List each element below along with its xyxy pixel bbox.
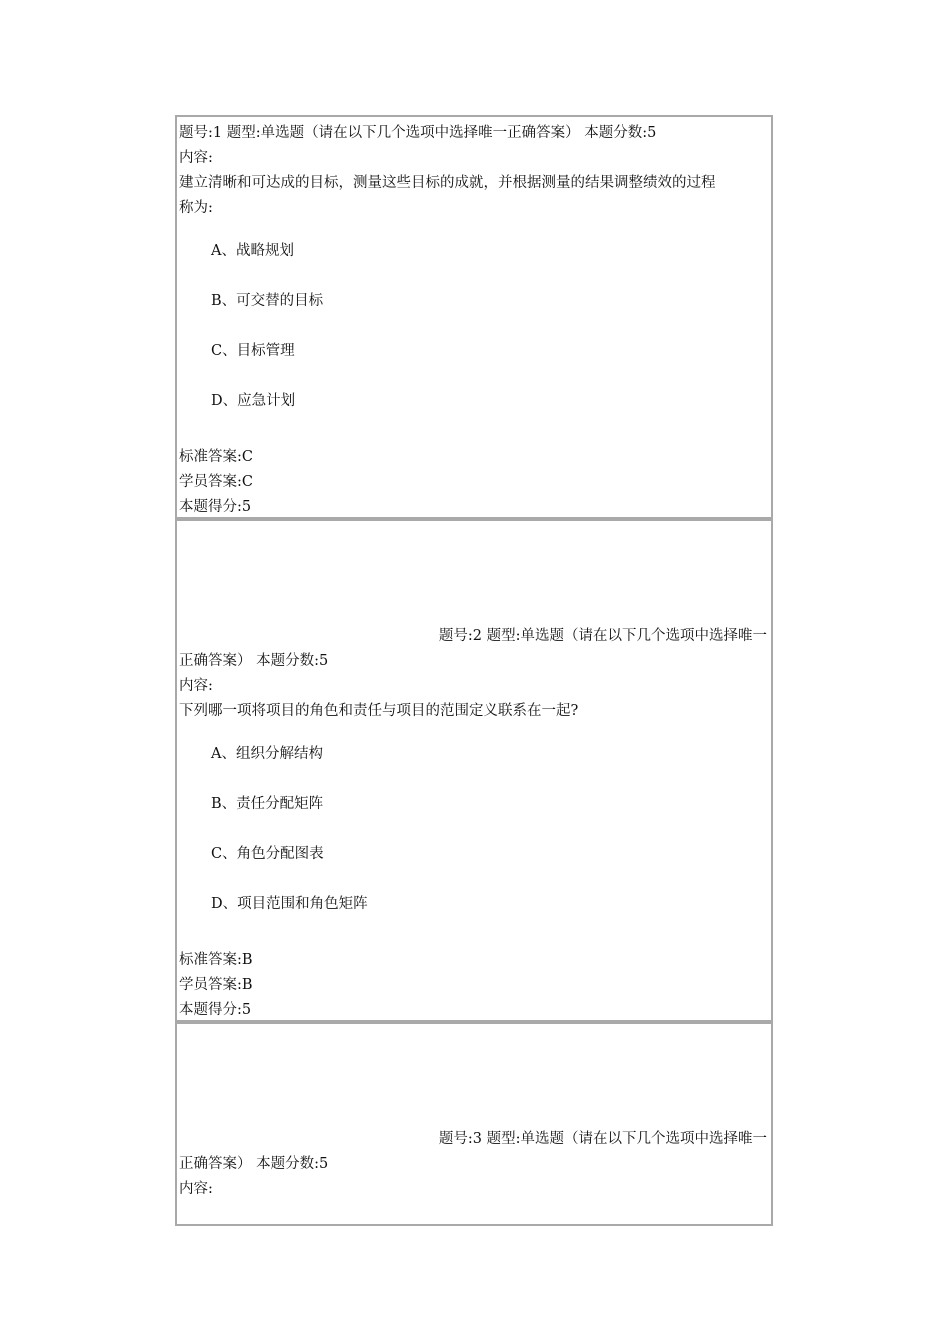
question-stem: 建立清晰和可达成的目标，测量这些目标的成就，并根据测量的结果调整绩效的过程 xyxy=(179,175,716,191)
question-card-1 xyxy=(175,115,773,519)
student-answer: 学员答案:B xyxy=(179,977,253,993)
question-card-3 xyxy=(175,1022,773,1226)
option-b: B、可交替的目标 xyxy=(211,293,324,309)
option-a: A、组织分解结构 xyxy=(211,746,323,762)
question-card-2 xyxy=(175,519,773,1022)
question-score: 本题得分:5 xyxy=(179,499,252,515)
question-header: 题号:1 题型:单选题（请在以下几个选项中选择唯一正确答案） 本题分数:5 xyxy=(179,125,657,141)
option-c: C、角色分配图表 xyxy=(211,846,324,862)
question-header: 题号:3 题型:单选题（请在以下几个选项中选择唯一 xyxy=(438,1131,767,1147)
question-stem: 下列哪一项将项目的角色和责任与项目的范围定义联系在一起? xyxy=(179,703,579,719)
question-header-continued: 正确答案） 本题分数:5 xyxy=(179,1156,329,1172)
content-label: 内容: xyxy=(179,150,213,166)
option-d: D、应急计划 xyxy=(211,393,296,409)
student-answer: 学员答案:C xyxy=(179,474,253,490)
standard-answer: 标准答案:C xyxy=(179,449,253,465)
standard-answer: 标准答案:B xyxy=(179,952,253,968)
question-score: 本题得分:5 xyxy=(179,1002,252,1018)
content-label: 内容: xyxy=(179,678,213,694)
question-stem-continued: 称为: xyxy=(179,200,213,216)
option-c: C、目标管理 xyxy=(211,343,295,359)
option-a: A、战略规划 xyxy=(211,243,294,259)
option-b: B、责任分配矩阵 xyxy=(211,796,324,812)
content-label: 内容: xyxy=(179,1181,213,1197)
question-header-continued: 正确答案） 本题分数:5 xyxy=(179,653,329,669)
option-d: D、项目范围和角色矩阵 xyxy=(211,896,368,912)
question-header: 题号:2 题型:单选题（请在以下几个选项中选择唯一 xyxy=(438,628,767,644)
